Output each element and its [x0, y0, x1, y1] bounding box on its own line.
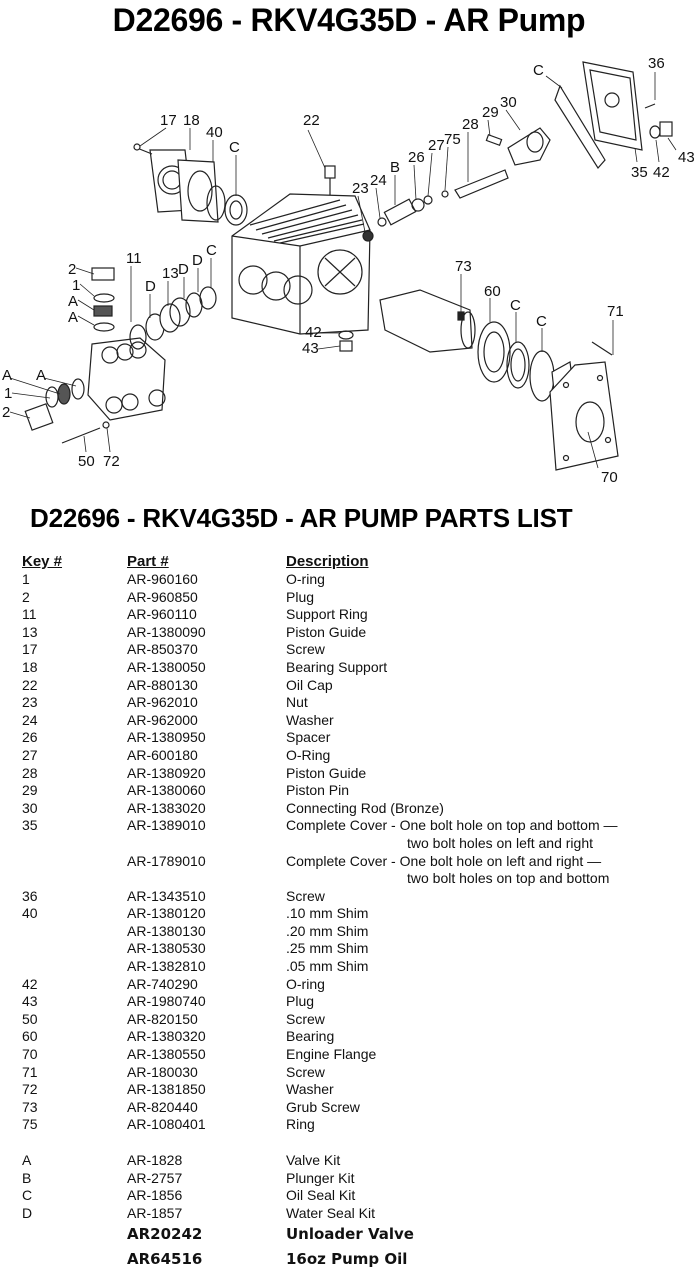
row-description: Piston Guide	[286, 623, 367, 640]
row-key: 40	[22, 905, 38, 922]
table-row	[22, 800, 682, 818]
table-row	[22, 729, 682, 747]
row-key: B	[22, 1169, 32, 1186]
row-part-number: AR-880130	[127, 676, 198, 693]
table-row	[22, 1187, 682, 1205]
table-row	[22, 853, 682, 871]
table-row	[22, 571, 682, 589]
callout-label: 17	[160, 112, 177, 129]
table-row-continuation	[22, 835, 682, 853]
table-row	[22, 782, 682, 800]
spacer	[22, 1134, 682, 1152]
row-key: A	[22, 1152, 32, 1168]
row-part-number: AR-1789010	[127, 852, 206, 869]
callout-label: 42	[305, 324, 322, 341]
callout-label: 13	[162, 265, 179, 282]
row-key: 70	[22, 1046, 38, 1063]
row-part-number: AR-1382810	[127, 958, 206, 975]
table-row	[22, 712, 682, 730]
table-row	[22, 1011, 682, 1029]
exploded-pump-diagram	[0, 48, 698, 498]
callout-label: 1	[4, 385, 13, 402]
row-part-number: AR-180030	[127, 1063, 198, 1080]
row-key: 75	[22, 1116, 38, 1133]
callout-label: 28	[462, 116, 479, 133]
callout-label: 24	[370, 172, 387, 189]
row-description: Plug	[286, 588, 315, 605]
row-part-number: AR-2757	[127, 1169, 183, 1186]
row-key: 17	[22, 641, 38, 658]
row-description: Plunger Kit	[286, 1169, 355, 1186]
table-row	[22, 641, 682, 659]
row-description: O-Ring	[286, 746, 331, 763]
pump-line-art	[0, 48, 698, 498]
row-description: .05 mm Shim	[286, 958, 369, 975]
table-row	[22, 1170, 682, 1188]
table-row	[22, 940, 682, 958]
row-key: D	[22, 1204, 33, 1221]
row-description: 16oz Pump Oil	[286, 1250, 408, 1269]
row-part-number: AR-1980740	[127, 993, 206, 1010]
callout-label: 50	[78, 453, 95, 470]
callout-label: C	[510, 297, 521, 314]
row-description: O-ring	[286, 571, 325, 587]
callout-label: A	[36, 367, 47, 384]
row-description: Plug	[286, 993, 315, 1010]
row-part-number: AR-1380120	[127, 905, 206, 922]
table-row	[22, 1205, 682, 1223]
row-part-number: AR-600180	[127, 746, 198, 763]
cover-drawing	[555, 62, 672, 168]
bearing-support-drawing	[134, 144, 247, 225]
callout-label: 36	[648, 55, 665, 72]
row-description: Complete Cover - One bolt hole on top and bottom —	[286, 817, 618, 834]
table-row	[22, 976, 682, 994]
row-part-number: AR-1380920	[127, 764, 206, 781]
row-description: Oil Cap	[286, 676, 333, 693]
row-part-number: AR-1380950	[127, 729, 206, 746]
row-description: Screw	[286, 1010, 325, 1027]
row-description: Piston Pin	[286, 782, 350, 799]
row-description: Engine Flange	[286, 1046, 377, 1063]
parts-list-header	[22, 553, 682, 571]
crankcase-drawing	[232, 194, 370, 334]
callout-label: 75	[444, 131, 461, 148]
row-description: Valve Kit	[286, 1152, 341, 1168]
row-description: .20 mm Shim	[286, 922, 369, 939]
row-key: 29	[22, 782, 38, 799]
row-part-number: AR-1343510	[127, 887, 206, 904]
callout-label: C	[206, 242, 217, 259]
table-row	[22, 1222, 682, 1247]
row-key: 27	[22, 746, 38, 763]
parts-list-title: D22696 - RKV4G35D - AR PUMP PARTS LIST	[30, 503, 573, 533]
row-key: 28	[22, 764, 38, 781]
table-row	[22, 1099, 682, 1117]
row-key: 2	[22, 588, 30, 605]
row-key: 22	[22, 676, 38, 693]
row-description: Washer	[286, 711, 334, 728]
callout-label: D	[178, 261, 189, 278]
table-row	[22, 1152, 682, 1170]
row-part-number: AR-1828	[127, 1152, 183, 1168]
row-key: 11	[22, 606, 37, 623]
table-row	[22, 1064, 682, 1082]
row-part-number: AR-1389010	[127, 817, 206, 834]
row-description: .10 mm Shim	[286, 905, 369, 922]
header-part: Part #	[127, 553, 169, 570]
row-description: Piston Guide	[286, 764, 367, 781]
row-key: 36	[22, 887, 38, 904]
row-key: 18	[22, 658, 38, 675]
row-description: Water Seal Kit	[286, 1204, 375, 1221]
callout-label: 11	[126, 250, 142, 267]
row-key: 73	[22, 1098, 38, 1115]
row-key: 43	[22, 993, 38, 1010]
row-part-number: AR20242	[127, 1225, 203, 1244]
row-part-number: AR-1383020	[127, 799, 206, 816]
row-part-number: AR-1380530	[127, 940, 206, 957]
row-key: 71	[22, 1063, 38, 1080]
row-part-number: AR-1380550	[127, 1046, 206, 1063]
callout-label: 26	[408, 149, 425, 166]
parts-list-table	[22, 553, 682, 1272]
callout-label: 1	[72, 277, 81, 294]
table-row-continuation	[22, 870, 682, 888]
row-description: Screw	[286, 641, 325, 658]
table-row	[22, 589, 682, 607]
table-row	[22, 677, 682, 695]
row-key: 42	[22, 975, 38, 992]
row-key: C	[22, 1187, 33, 1204]
callout-label: 43	[302, 340, 319, 357]
table-row	[22, 817, 682, 835]
callout-label: 29	[482, 104, 499, 121]
callout-label: 27	[428, 137, 445, 154]
table-row	[22, 993, 682, 1011]
row-description: Bearing Support	[286, 658, 388, 675]
table-row	[22, 1028, 682, 1046]
row-key: 60	[22, 1028, 38, 1045]
row-description: Grub Screw	[286, 1098, 360, 1115]
row-part-number: AR-1080401	[127, 1116, 206, 1133]
accessory-rows	[22, 1222, 682, 1272]
row-key: 1	[22, 571, 30, 587]
row-part-number: AR-820440	[127, 1098, 198, 1115]
water-seals-drawing	[130, 287, 216, 349]
callout-label: 73	[455, 258, 472, 275]
row-part-number: AR-740290	[127, 975, 198, 992]
table-row	[22, 1081, 682, 1099]
row-part-number: AR-960160	[127, 571, 198, 587]
row-part-number: AR-1857	[127, 1204, 183, 1221]
row-description: O-ring	[286, 975, 325, 992]
callout-label: 2	[68, 261, 77, 278]
row-key: 35	[22, 817, 38, 834]
callout-label: 18	[183, 112, 200, 129]
row-key: 72	[22, 1081, 38, 1098]
row-description-continuation: two bolt holes on top and bottom	[407, 870, 610, 887]
table-row	[22, 923, 682, 941]
row-part-number: AR-1380090	[127, 623, 206, 640]
callout-label: A	[2, 367, 13, 384]
table-row	[22, 624, 682, 642]
row-key: 24	[22, 711, 38, 728]
callout-label: 2	[2, 404, 11, 421]
row-key: 50	[22, 1010, 38, 1027]
table-row	[22, 694, 682, 712]
row-description: Complete Cover - One bolt hole on left and right —	[286, 852, 602, 869]
row-part-number: AR-962000	[127, 711, 198, 728]
row-part-number: AR64516	[127, 1250, 203, 1269]
row-description: .25 mm Shim	[286, 940, 369, 957]
row-part-number: AR-820150	[127, 1010, 198, 1027]
table-row	[22, 659, 682, 677]
row-description: Spacer	[286, 729, 331, 746]
callout-label: 42	[653, 164, 670, 181]
callout-label: C	[533, 62, 544, 79]
row-part-number: AR-960110	[127, 606, 197, 623]
row-description: Screw	[286, 887, 325, 904]
table-row	[22, 1116, 682, 1134]
callout-label: B	[390, 159, 401, 176]
page-title: D22696 - RKV4G35D - AR Pump	[112, 2, 586, 38]
callout-label: 71	[607, 303, 624, 320]
row-description: Oil Seal Kit	[286, 1187, 356, 1204]
table-row	[22, 958, 682, 976]
row-description: Bearing	[286, 1028, 335, 1045]
parts-rows	[22, 571, 682, 1134]
callout-label: 60	[484, 283, 501, 300]
drain-plug-drawing	[339, 331, 353, 351]
row-key: 30	[22, 799, 38, 816]
row-key: 26	[22, 729, 38, 746]
row-part-number: AR-1856	[127, 1187, 183, 1204]
callout-label: C	[536, 313, 547, 330]
kit-rows	[22, 1152, 682, 1222]
row-part-number: AR-850370	[127, 641, 198, 658]
callout-label: D	[192, 252, 203, 269]
table-row	[22, 888, 682, 906]
table-row	[22, 905, 682, 923]
table-row	[22, 606, 682, 624]
callout-label: 40	[206, 124, 223, 141]
table-row	[22, 747, 682, 765]
callout-label: A	[68, 293, 79, 310]
callout-label: 72	[103, 453, 120, 470]
row-description-continuation: two bolt holes on left and right	[407, 834, 594, 851]
row-description: Support Ring	[286, 606, 368, 623]
callout-label: C	[229, 139, 240, 156]
callout-label: 22	[303, 112, 320, 129]
row-key: 23	[22, 694, 38, 711]
row-description: Nut	[286, 694, 308, 711]
row-description: Ring	[286, 1116, 315, 1133]
callout-label: 23	[352, 180, 369, 197]
table-row	[22, 1247, 682, 1272]
callout-label: 70	[601, 469, 618, 486]
row-part-number: AR-962010	[127, 694, 198, 711]
row-description: Washer	[286, 1081, 334, 1098]
engine-flange-drawing	[550, 342, 618, 470]
callout-label: 30	[500, 94, 517, 111]
table-row	[22, 1046, 682, 1064]
row-description: Connecting Rod (Bronze)	[286, 799, 444, 816]
callout-label: 35	[631, 164, 648, 181]
row-part-number: AR-1381850	[127, 1081, 206, 1098]
table-row	[22, 765, 682, 783]
callout-label: D	[145, 278, 156, 295]
row-description: Unloader Valve	[286, 1225, 414, 1244]
row-part-number: AR-1380060	[127, 782, 206, 799]
row-part-number: AR-1380050	[127, 658, 206, 675]
row-part-number: AR-1380130	[127, 922, 206, 939]
row-part-number: AR-1380320	[127, 1028, 206, 1045]
row-part-number: AR-960850	[127, 588, 198, 605]
callout-label: 43	[678, 149, 695, 166]
row-key: 13	[22, 623, 38, 640]
crankshaft-drawing	[380, 290, 554, 401]
callout-label: A	[68, 309, 79, 326]
row-description: Screw	[286, 1063, 325, 1080]
header-description: Description	[286, 553, 369, 570]
header-key: Key #	[22, 553, 63, 570]
